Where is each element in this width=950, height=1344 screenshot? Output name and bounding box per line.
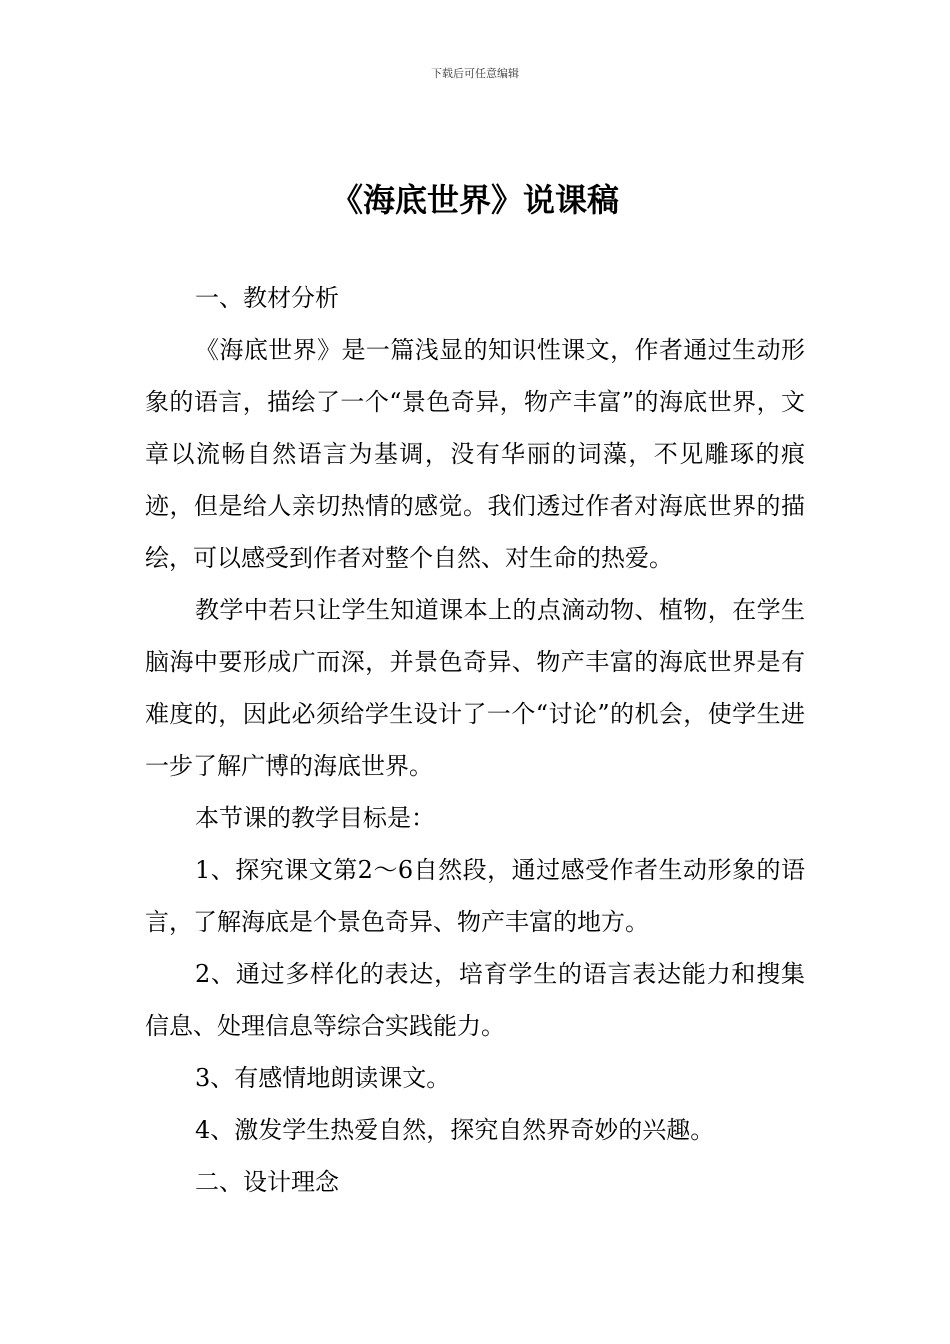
paragraph-teaching-note: 教学中若只让学生知道课本上的点滴动物、植物，在学生脑海中要形成广而深，并景色奇异、物产丰富的海底世界是有难度的，因此必须给学生设计了一个“讨论”的机会，使学生进一步了解广博的海底世界。 bbox=[145, 596, 805, 780]
section-heading-design-concept: 二、设计理念 bbox=[195, 1168, 339, 1196]
document-body bbox=[145, 272, 805, 1208]
goal-item-2: 2、通过多样化的表达，培育学生的语言表达能力和搜集信息、处理信息等综合实践能力。 bbox=[145, 960, 805, 1040]
goal-item-4: 4、激发学生热爱自然，探究自然界奇妙的兴趣。 bbox=[195, 1116, 715, 1144]
page-header-note: 下载后可任意编辑 bbox=[431, 67, 519, 80]
goal-item-3: 3、有感情地朗读课文。 bbox=[195, 1064, 451, 1092]
paragraph-text-intro: 《海底世界》是一篇浅显的知识性课文，作者通过生动形象的语言，描绘了一个“景色奇异，物产丰富”的海底世界，文章以流畅自然语言为基调，没有华丽的词藻，不见雕琢的痕迹，但是给人亲切热情的感觉。我们透过作者对海底世界的描绘，可以感受到作者对整个自然、对生命的热爱。 bbox=[145, 336, 805, 572]
document-title: 《海底世界》说课稿 bbox=[330, 181, 619, 219]
paragraph-goals-intro: 本节课的教学目标是： bbox=[195, 804, 435, 832]
goal-item-1: 1、探究课文第2～6自然段，通过感受作者生动形象的语言，了解海底是个景色奇异、物产丰富的地方。 bbox=[145, 856, 805, 936]
section-heading-textbook-analysis: 一、教材分析 bbox=[195, 284, 339, 312]
